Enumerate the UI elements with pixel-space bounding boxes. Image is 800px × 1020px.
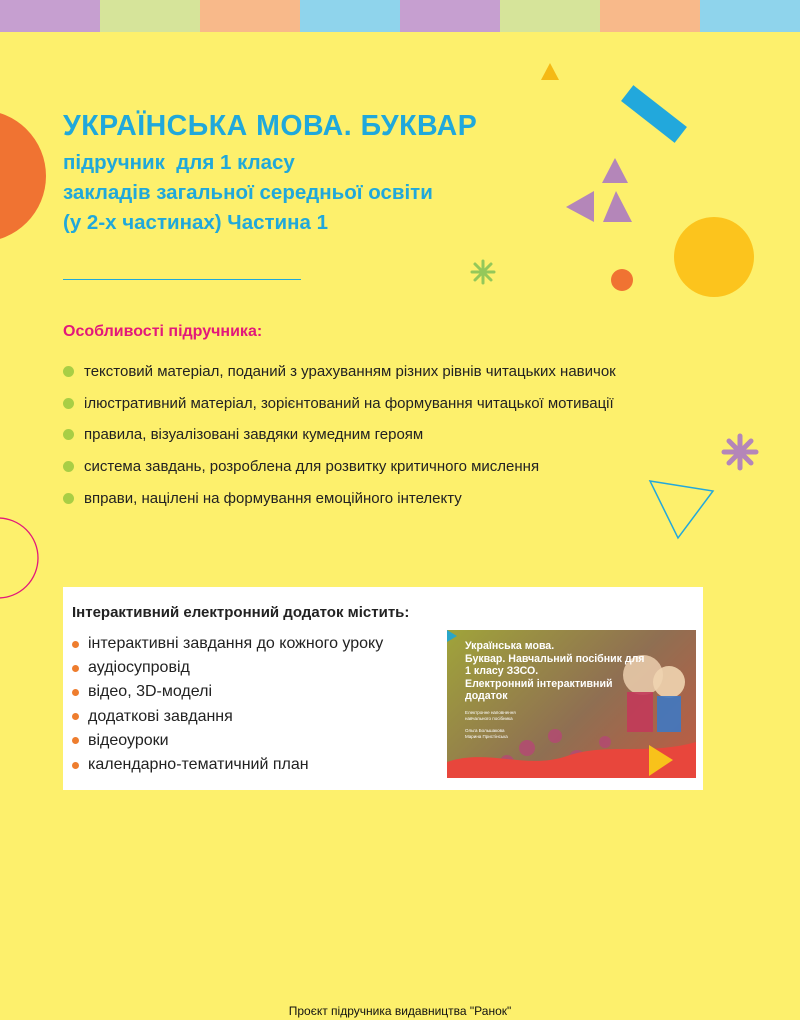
green-bullet-icon	[63, 461, 74, 472]
orange-dot-shape	[611, 269, 633, 291]
green-bullet-icon	[63, 398, 74, 409]
interactive-list	[72, 632, 383, 777]
green-asterisk-icon	[472, 261, 494, 283]
book-subtitle	[63, 148, 433, 238]
play-icon[interactable]	[447, 630, 696, 778]
list-item-text: вправи, націлені на формування емоційного інтелекту	[84, 489, 462, 507]
list-item	[72, 753, 383, 777]
title-divider	[63, 279, 301, 280]
video-thumbnail[interactable]	[447, 630, 696, 778]
orange-bullet-icon	[72, 641, 79, 648]
list-item	[72, 705, 383, 729]
thumbnail-author-line: Ольга Большакова	[465, 728, 505, 733]
features-heading: Особливості підручника:	[63, 323, 263, 340]
purple-triangle-right-shape	[603, 191, 632, 222]
interactive-heading: Інтерактивний електронний додаток містить:	[72, 604, 410, 621]
stripe	[300, 0, 400, 32]
stripe	[0, 0, 100, 32]
purple-triangle-up-shape	[602, 158, 628, 183]
thumbnail-title-line: Українська мова.	[465, 640, 555, 652]
list-item-text: додаткові завдання	[88, 707, 233, 725]
book-title: УКРАЇНСЬКА МОВА. БУКВАР	[63, 110, 478, 142]
thumbnail-caption-line: навчального посібника	[465, 716, 513, 721]
subtitle-line: підручник для 1 класу	[63, 151, 295, 174]
orange-bullet-icon	[72, 665, 79, 672]
green-bullet-icon	[63, 366, 74, 377]
yellow-circle-shape	[674, 217, 754, 297]
subtitle-line: закладів загальної середньої освіти	[63, 181, 433, 204]
list-item-text: календарно-тематичний план	[88, 756, 309, 774]
stripe	[700, 0, 800, 32]
list-item	[72, 632, 383, 656]
stripe	[200, 0, 300, 32]
list-item	[72, 680, 383, 704]
list-item-text: ілюстративний матеріал, зорієнтований на формування читацької мотивації	[84, 394, 614, 412]
list-item	[72, 729, 383, 753]
subtitle-line: (у 2-х частинах) Частина 1	[63, 211, 329, 234]
stripe	[600, 0, 700, 32]
thumbnail-title-line: 1 класу ЗЗСО.	[465, 665, 539, 678]
stripe	[100, 0, 200, 32]
list-item	[63, 356, 616, 388]
list-item-text: інтерактивні завдання до кожного уроку	[88, 635, 384, 653]
thumbnail-caption-line: Електронне наповнення	[465, 710, 516, 715]
color-stripe-bar	[0, 0, 800, 32]
pink-outline-circle-shape	[0, 518, 38, 598]
thumbnail-title-line: Електронний інтерактивний	[465, 677, 613, 690]
green-bullet-icon	[63, 493, 74, 504]
thumbnail-author-line: Марина Пристінська	[465, 734, 508, 739]
list-item-text: система завдань, розроблена для розвитку критичного мислення	[84, 458, 540, 476]
orange-bullet-icon	[72, 737, 79, 744]
stripe	[400, 0, 500, 32]
list-item-text: відеоуроки	[88, 731, 169, 749]
orange-half-circle-shape	[0, 110, 46, 242]
orange-bullet-icon	[72, 689, 79, 696]
list-item	[63, 482, 616, 514]
blue-bar-shape	[621, 85, 687, 143]
thumbnail-title-line: Буквар. Навчальний посібник для	[465, 652, 645, 665]
list-item-text: аудіосупровід	[88, 659, 190, 677]
list-item-text: відео, 3D-моделі	[88, 683, 212, 701]
thumbnail-title-line: додаток	[465, 690, 508, 703]
orange-bullet-icon	[72, 762, 79, 769]
purple-asterisk-icon	[724, 436, 756, 468]
list-item	[63, 451, 616, 483]
list-item	[63, 419, 616, 451]
list-item-text: текстовий матеріал, поданий з урахуванням різних рівнів читацьких навичок	[84, 363, 616, 381]
features-list	[63, 356, 616, 514]
blue-outline-triangle-shape	[650, 481, 713, 538]
list-item	[72, 656, 383, 680]
green-bullet-icon	[63, 429, 74, 440]
list-item	[63, 388, 616, 420]
interactive-supplement-box	[63, 587, 703, 790]
stripe	[500, 0, 600, 32]
purple-triangle-left-shape	[566, 191, 594, 222]
orange-bullet-icon	[72, 713, 79, 720]
small-yellow-triangle-shape	[541, 63, 559, 80]
list-item-text: правила, візуалізовані завдяки кумедним героям	[84, 426, 424, 444]
footer-note: Проєкт підручника видавництва "Ранок"	[288, 1004, 512, 1018]
